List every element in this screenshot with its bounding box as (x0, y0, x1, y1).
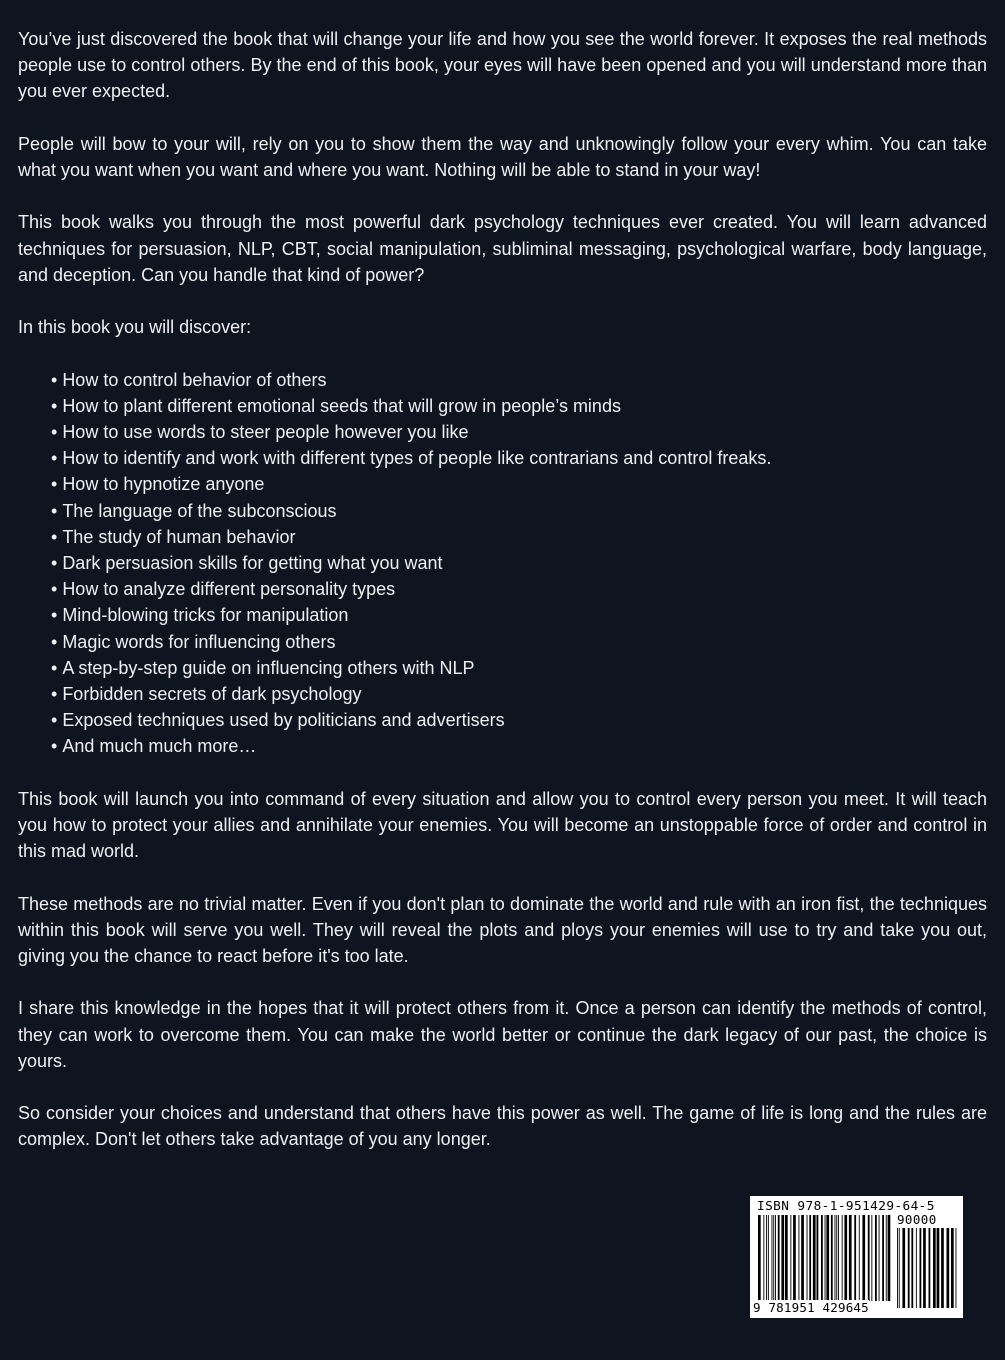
list-item (51, 681, 987, 707)
bullet-icon: • (51, 500, 58, 521)
addon-barcode-bars (897, 1228, 957, 1314)
bullet-icon: • (51, 605, 58, 626)
bullet-icon: • (51, 421, 58, 442)
list-item (51, 471, 987, 497)
list-item-text: The language of the subconscious (62, 500, 337, 521)
list-item-text: Mind-blowing tricks for manipulation (62, 605, 349, 626)
list-item-text: And much much more… (62, 736, 257, 757)
list-item (51, 576, 987, 602)
paragraph-methods: These methods are no trivial matter. Even if you don't plan to dominate the world and rule with an iron fist, the techniques within this book will serve you well. They will reveal the plots and ploys your enemies will use to try and take you out, giving you the chance to react before it's too late. (18, 893, 987, 967)
bullet-icon: • (51, 553, 58, 573)
list-item (51, 498, 987, 524)
bullet-icon: • (51, 369, 58, 390)
list-intro: In this book you will discover: (18, 317, 252, 338)
bullet-icon: • (51, 736, 58, 757)
list-item (51, 707, 987, 733)
paragraph-command: This book will launch you into command of every situation and allow you to control every person you meet. It will teach you how to protect your allies and annihilate your enemies. You will become an unstoppable force of order and control in this mad world. (18, 788, 987, 862)
list-item (51, 393, 987, 419)
list-item-text: The study of human behavior (62, 526, 296, 547)
bullet-icon: • (51, 395, 58, 416)
list-item-text: How to hypnotize anyone (62, 474, 265, 495)
list-item (51, 602, 987, 628)
list-item-text: How to identify and work with different types of people like contrarians and control freaks. (62, 448, 772, 469)
list-item-text: A step-by-step guide on influencing others with NLP (62, 657, 475, 678)
paragraph-intro: You’ve just discovered the book that will change your life and how you see the world forever. It exposes the real methods people use to control others. By the end of this book, your eyes will have been opened and you will understand more than you ever expected. (18, 29, 987, 102)
list-item (51, 550, 987, 576)
bullet-icon: • (51, 526, 58, 547)
ean-digits: 9 781951 429645 (753, 1300, 869, 1315)
bullet-icon: • (51, 448, 58, 469)
price-code: 90000 (897, 1212, 937, 1227)
back-cover-text (18, 26, 987, 1179)
list-item (51, 419, 987, 445)
bullet-icon: • (51, 579, 58, 600)
list-item (51, 733, 987, 759)
isbn-label: ISBN 978-1-951429-64-5 (757, 1198, 935, 1213)
list-item-text: How to analyze different personality types (62, 579, 396, 600)
list-item-text: Dark persuasion skills for getting what you want (62, 553, 443, 573)
list-item (51, 445, 987, 471)
list-item-text: How to use words to steer people however you like (62, 421, 469, 442)
paragraph-techniques: This book walks you through the most powerful dark psychology techniques ever created. You will learn advanced techniques for persuasion, NLP, CBT, social manipulation, subliminal messaging, psychological warfare, body language, and deception. Can you handle that kind of power? (18, 212, 987, 285)
paragraph-choices: So consider your choices and understand that others have this power as well. The game of life is long and the rules are complex. Don't let others take advantage of you any longer. (18, 1103, 987, 1150)
list-item-text: How to control behavior of others (62, 369, 327, 390)
list-item (51, 524, 987, 550)
bullet-icon: • (51, 684, 58, 705)
list-item (51, 367, 987, 393)
isbn-barcode (750, 1196, 963, 1318)
discover-list (18, 367, 987, 760)
list-item-text: How to plant different emotional seeds that will grow in people’s minds (62, 395, 621, 416)
paragraph-promise: People will bow to your will, rely on you to show them the way and unknowingly follow your every whim. You can take what you want when you want and where you want. Nothing will be able to stand in your way! (18, 133, 987, 180)
paragraph-knowledge: I share this knowledge in the hopes that it will protect others from it. Once a person can identify the methods of control, they can work to overcome them. You can make the world better or continue the dark legacy of our past, the choice is yours. (18, 998, 987, 1071)
bullet-icon: • (51, 631, 58, 652)
barcode-bars (758, 1215, 892, 1307)
list-item-text: Forbidden secrets of dark psychology (62, 684, 362, 705)
list-item (51, 655, 987, 681)
bullet-icon: • (51, 474, 58, 495)
list-item (51, 629, 987, 655)
bullet-icon: • (51, 657, 58, 678)
list-item-text: Exposed techniques used by politicians and advertisers (62, 710, 505, 731)
bullet-icon: • (51, 710, 58, 731)
list-item-text: Magic words for influencing others (62, 631, 336, 652)
